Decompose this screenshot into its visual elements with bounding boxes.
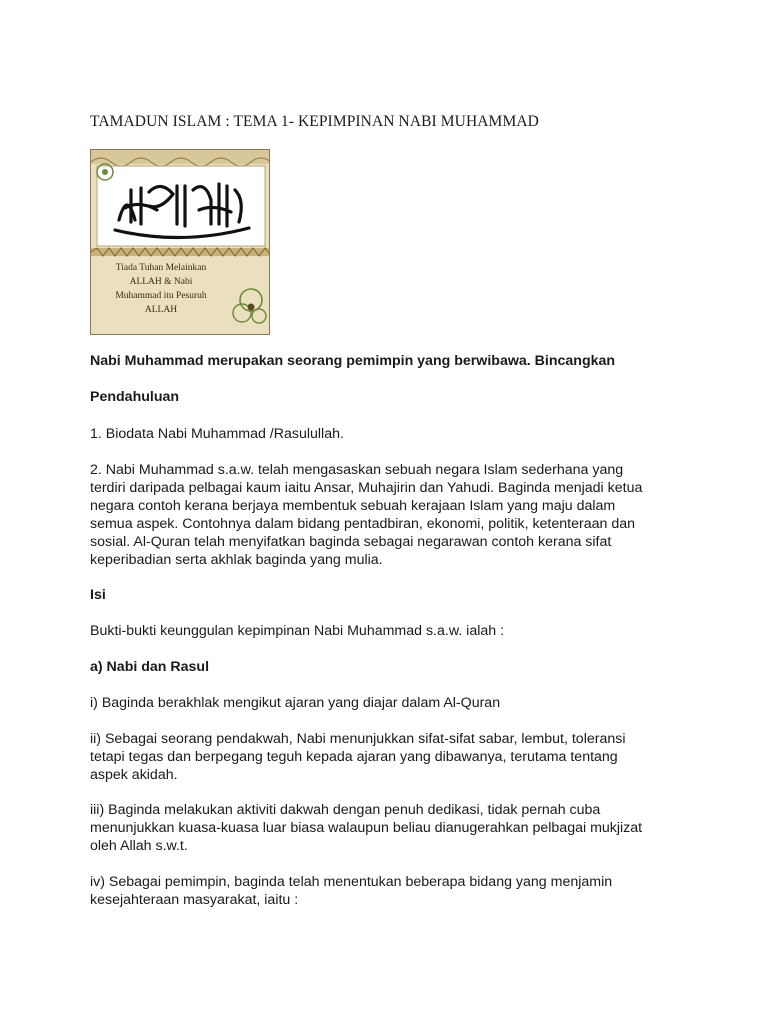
caption-line: Muhammad itu Pesuruh — [115, 291, 207, 301]
body-intro: Bukti-bukti keunggulan kepimpinan Nabi Muhammad s.a.w. ialah : — [90, 623, 505, 639]
intro-point-1: 1. Biodata Nabi Muhammad /Rasulullah. — [90, 426, 344, 442]
flower-decoration-right — [233, 289, 266, 323]
calligraphy-caption — [91, 261, 231, 317]
paragraph-line: 2. Nabi Muhammad s.a.w. telah mengasaskan sebuah negara Islam sederhana yang — [90, 462, 624, 478]
paragraph-line: terdiri daripada pelbagai kaum iaitu Ansar, Muhajirin dan Yahudi. Baginda menjadi ketua — [90, 480, 643, 496]
paragraph-line: keperibadian serta akhlak baginda yang mulia. — [90, 552, 383, 568]
paragraph-line: tetapi tegas dan berpegang teguh kepada ajaran yang dibawanya, terutama tentang — [90, 749, 618, 765]
paragraph-line: semua aspek. Contohnya dalam bidang pentadbiran, ekonomi, politik, ketenteraan dan — [90, 516, 635, 532]
paragraph-line: oleh Allah s.w.t. — [90, 838, 188, 854]
paragraph-line: sosial. Al-Quran telah menyifatkan baginda sebagai negarawan contoh kerana sifat — [90, 534, 612, 550]
caption-line: ALLAH & Nabi — [129, 277, 193, 287]
point-iii — [90, 801, 642, 855]
paragraph-line: iii) Baginda melakukan aktiviti dakwah dengan penuh dedikasi, tidak pernah cuba — [90, 802, 601, 818]
caption-line: Tiada Tuhan Melainkan — [115, 263, 207, 273]
caption-line: ALLAH — [144, 305, 178, 315]
top-border-band — [91, 150, 270, 164]
point-i: i) Baginda berakhlak mengikut ajaran yang diajar dalam Al-Quran — [90, 695, 501, 711]
intro-point-2 — [90, 461, 642, 569]
point-iv — [90, 873, 612, 909]
paragraph-line: iv) Sebagai pemimpin, baginda telah menentukan beberapa bidang yang menjamin — [90, 874, 613, 890]
section-a-heading: a) Nabi dan Rasul — [90, 659, 210, 675]
intro-heading: Pendahuluan — [90, 389, 180, 405]
paragraph-line: kesejahteraan masyarakat, iaitu : — [90, 892, 299, 908]
body-heading: Isi — [90, 587, 106, 603]
essay-question: Nabi Muhammad merupakan seorang pemimpin yang berwibawa. Bincangkan — [90, 353, 616, 369]
document-title: TAMADUN ISLAM : TEMA 1- KEPIMPINAN NABI MUHAMMAD — [90, 113, 539, 130]
paragraph-line: menunjukkan kuasa-kuasa luar biasa walaupun beliau dianugerahkan pelbagai mukjizat — [90, 820, 643, 836]
paragraph-line: ii) Sebagai seorang pendakwah, Nabi menunjukkan sifat-sifat sabar, lembut, toleransi — [90, 731, 626, 747]
paragraph-line: aspek akidah. — [90, 767, 178, 783]
shahada-calligraphy-image — [90, 149, 270, 335]
point-ii — [90, 730, 626, 784]
paragraph-line: negara contoh kerana berjaya membentuk sebuah kerajaan Islam yang maju dalam — [90, 498, 616, 514]
